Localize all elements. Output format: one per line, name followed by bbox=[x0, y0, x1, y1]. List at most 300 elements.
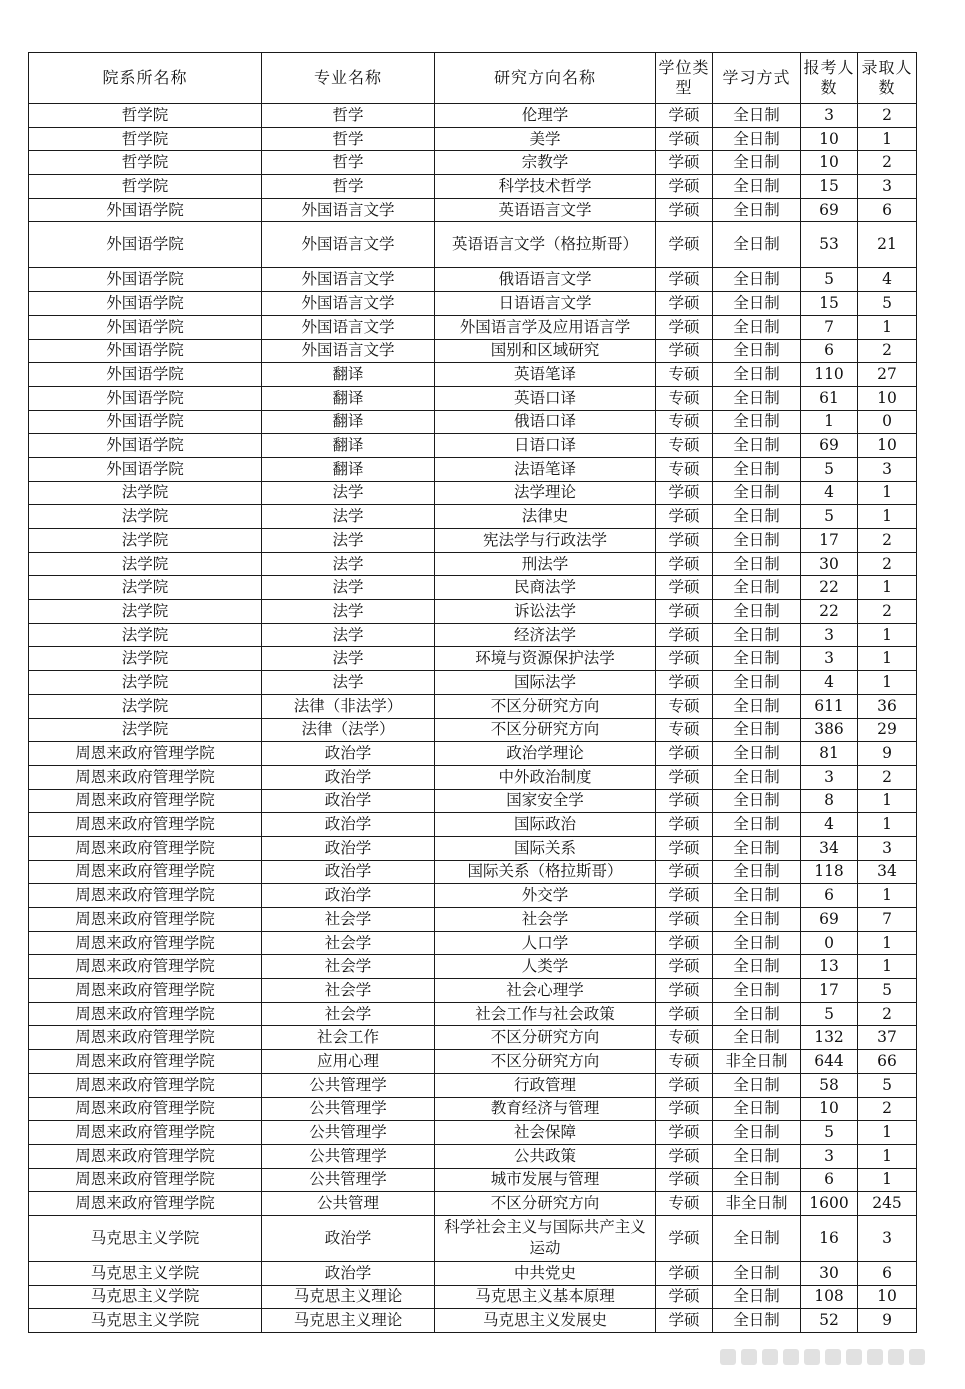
cell-admitted: 9 bbox=[858, 1309, 917, 1333]
cell-major: 社会学 bbox=[262, 955, 435, 979]
cell-admitted: 1 bbox=[858, 789, 917, 813]
cell-degree-type: 学硕 bbox=[656, 1215, 713, 1261]
cell-admitted: 9 bbox=[858, 742, 917, 766]
cell-research-direction: 伦理学 bbox=[435, 104, 656, 128]
cell-study-mode: 全日制 bbox=[713, 292, 801, 316]
cell-admitted: 1 bbox=[858, 1144, 917, 1168]
watermark-block-icon bbox=[909, 1349, 925, 1365]
cell-admitted: 37 bbox=[858, 1026, 917, 1050]
cell-research-direction: 马克思主义基本原理 bbox=[435, 1285, 656, 1309]
cell-degree-type: 学硕 bbox=[656, 1073, 713, 1097]
header-research-direction: 研究方向名称 bbox=[435, 53, 656, 104]
header-degree-type: 学位类型 bbox=[656, 53, 713, 104]
cell-department: 法学院 bbox=[29, 694, 262, 718]
table-row bbox=[29, 931, 917, 955]
table-row bbox=[29, 979, 917, 1003]
cell-department: 哲学院 bbox=[29, 104, 262, 128]
cell-applicants: 6 bbox=[801, 339, 858, 363]
cell-research-direction: 马克思主义发展史 bbox=[435, 1309, 656, 1333]
cell-admitted: 5 bbox=[858, 979, 917, 1003]
cell-admitted: 3 bbox=[858, 457, 917, 481]
cell-admitted: 1 bbox=[858, 315, 917, 339]
cell-study-mode: 全日制 bbox=[713, 434, 801, 458]
cell-admitted: 1 bbox=[858, 813, 917, 837]
cell-admitted: 3 bbox=[858, 175, 917, 199]
cell-major: 外国语言文学 bbox=[262, 315, 435, 339]
cell-department: 马克思主义学院 bbox=[29, 1215, 262, 1261]
cell-admitted: 1 bbox=[858, 884, 917, 908]
watermark-block-icon bbox=[783, 1349, 799, 1365]
header-department: 院系所名称 bbox=[29, 53, 262, 104]
cell-study-mode: 全日制 bbox=[713, 884, 801, 908]
cell-degree-type: 学硕 bbox=[656, 623, 713, 647]
cell-study-mode: 全日制 bbox=[713, 457, 801, 481]
cell-degree-type: 学硕 bbox=[656, 1002, 713, 1026]
cell-degree-type: 学硕 bbox=[656, 315, 713, 339]
cell-admitted: 1 bbox=[858, 481, 917, 505]
table-row bbox=[29, 104, 917, 128]
cell-major: 政治学 bbox=[262, 789, 435, 813]
cell-study-mode: 全日制 bbox=[713, 198, 801, 222]
cell-study-mode: 全日制 bbox=[713, 765, 801, 789]
cell-applicants: 1600 bbox=[801, 1192, 858, 1216]
cell-major: 政治学 bbox=[262, 836, 435, 860]
watermark bbox=[720, 1344, 925, 1370]
cell-study-mode: 全日制 bbox=[713, 222, 801, 268]
cell-admitted: 34 bbox=[858, 860, 917, 884]
cell-study-mode: 全日制 bbox=[713, 1215, 801, 1261]
cell-applicants: 3 bbox=[801, 104, 858, 128]
cell-major: 法学 bbox=[262, 505, 435, 529]
cell-department: 周恩来政府管理学院 bbox=[29, 1050, 262, 1074]
cell-admitted: 36 bbox=[858, 694, 917, 718]
cell-research-direction: 国家安全学 bbox=[435, 789, 656, 813]
cell-admitted: 4 bbox=[858, 268, 917, 292]
table-row bbox=[29, 600, 917, 624]
cell-study-mode: 全日制 bbox=[713, 908, 801, 932]
cell-department: 周恩来政府管理学院 bbox=[29, 979, 262, 1003]
cell-research-direction: 不区分研究方向 bbox=[435, 694, 656, 718]
cell-admitted: 1 bbox=[858, 647, 917, 671]
cell-applicants: 110 bbox=[801, 363, 858, 387]
cell-applicants: 81 bbox=[801, 742, 858, 766]
cell-study-mode: 全日制 bbox=[713, 789, 801, 813]
cell-research-direction: 俄语语言文学 bbox=[435, 268, 656, 292]
cell-degree-type: 学硕 bbox=[656, 813, 713, 837]
cell-degree-type: 学硕 bbox=[656, 339, 713, 363]
cell-applicants: 34 bbox=[801, 836, 858, 860]
cell-degree-type: 学硕 bbox=[656, 576, 713, 600]
cell-applicants: 30 bbox=[801, 1261, 858, 1285]
cell-research-direction: 日语口译 bbox=[435, 434, 656, 458]
cell-department: 外国语学院 bbox=[29, 268, 262, 292]
cell-department: 法学院 bbox=[29, 647, 262, 671]
cell-applicants: 5 bbox=[801, 505, 858, 529]
cell-department: 法学院 bbox=[29, 481, 262, 505]
cell-department: 外国语学院 bbox=[29, 386, 262, 410]
cell-department: 周恩来政府管理学院 bbox=[29, 1002, 262, 1026]
cell-research-direction: 法学理论 bbox=[435, 481, 656, 505]
cell-applicants: 4 bbox=[801, 481, 858, 505]
table-row bbox=[29, 694, 917, 718]
cell-research-direction: 不区分研究方向 bbox=[435, 1192, 656, 1216]
header-study-mode: 学习方式 bbox=[713, 53, 801, 104]
cell-admitted: 245 bbox=[858, 1192, 917, 1216]
cell-study-mode: 非全日制 bbox=[713, 1050, 801, 1074]
watermark-block-icon bbox=[846, 1349, 862, 1365]
watermark-block-icon bbox=[888, 1349, 904, 1365]
cell-research-direction: 国际关系（格拉斯哥） bbox=[435, 860, 656, 884]
cell-study-mode: 全日制 bbox=[713, 175, 801, 199]
table-row bbox=[29, 1026, 917, 1050]
cell-applicants: 3 bbox=[801, 623, 858, 647]
cell-applicants: 611 bbox=[801, 694, 858, 718]
cell-major: 哲学 bbox=[262, 175, 435, 199]
cell-major: 外国语言文学 bbox=[262, 268, 435, 292]
cell-department: 周恩来政府管理学院 bbox=[29, 931, 262, 955]
cell-major: 政治学 bbox=[262, 765, 435, 789]
cell-research-direction: 行政管理 bbox=[435, 1073, 656, 1097]
cell-research-direction: 社会保障 bbox=[435, 1121, 656, 1145]
cell-research-direction: 日语语言文学 bbox=[435, 292, 656, 316]
cell-research-direction: 英语口译 bbox=[435, 386, 656, 410]
cell-research-direction: 科学技术哲学 bbox=[435, 175, 656, 199]
cell-study-mode: 非全日制 bbox=[713, 1192, 801, 1216]
cell-applicants: 7 bbox=[801, 315, 858, 339]
cell-major: 法学 bbox=[262, 600, 435, 624]
table-row bbox=[29, 410, 917, 434]
cell-research-direction: 英语笔译 bbox=[435, 363, 656, 387]
table-row bbox=[29, 315, 917, 339]
cell-degree-type: 学硕 bbox=[656, 979, 713, 1003]
cell-research-direction: 公共政策 bbox=[435, 1144, 656, 1168]
cell-applicants: 17 bbox=[801, 529, 858, 553]
cell-applicants: 3 bbox=[801, 1144, 858, 1168]
cell-research-direction: 法律史 bbox=[435, 505, 656, 529]
table-row bbox=[29, 198, 917, 222]
cell-degree-type: 学硕 bbox=[656, 104, 713, 128]
table-row bbox=[29, 529, 917, 553]
cell-major: 公共管理学 bbox=[262, 1121, 435, 1145]
cell-degree-type: 学硕 bbox=[656, 481, 713, 505]
cell-department: 法学院 bbox=[29, 718, 262, 742]
cell-admitted: 2 bbox=[858, 529, 917, 553]
table-row bbox=[29, 1121, 917, 1145]
cell-department: 周恩来政府管理学院 bbox=[29, 1144, 262, 1168]
cell-study-mode: 全日制 bbox=[713, 104, 801, 128]
cell-department: 外国语学院 bbox=[29, 315, 262, 339]
cell-study-mode: 全日制 bbox=[713, 339, 801, 363]
cell-department: 周恩来政府管理学院 bbox=[29, 836, 262, 860]
cell-degree-type: 学硕 bbox=[656, 908, 713, 932]
cell-degree-type: 学硕 bbox=[656, 860, 713, 884]
cell-degree-type: 学硕 bbox=[656, 884, 713, 908]
cell-department: 法学院 bbox=[29, 623, 262, 647]
cell-department: 哲学院 bbox=[29, 151, 262, 175]
cell-study-mode: 全日制 bbox=[713, 576, 801, 600]
cell-degree-type: 学硕 bbox=[656, 127, 713, 151]
cell-study-mode: 全日制 bbox=[713, 1285, 801, 1309]
admissions-table-sheet bbox=[28, 52, 916, 1333]
cell-research-direction: 科学社会主义与国际共产主义运动 bbox=[435, 1215, 656, 1261]
cell-study-mode: 全日制 bbox=[713, 955, 801, 979]
cell-applicants: 52 bbox=[801, 1309, 858, 1333]
cell-department: 周恩来政府管理学院 bbox=[29, 1121, 262, 1145]
cell-admitted: 1 bbox=[858, 505, 917, 529]
cell-applicants: 386 bbox=[801, 718, 858, 742]
cell-admitted: 3 bbox=[858, 836, 917, 860]
cell-major: 哲学 bbox=[262, 151, 435, 175]
header-row bbox=[29, 53, 917, 104]
cell-study-mode: 全日制 bbox=[713, 481, 801, 505]
cell-study-mode: 全日制 bbox=[713, 127, 801, 151]
cell-degree-type: 学硕 bbox=[656, 836, 713, 860]
cell-degree-type: 学硕 bbox=[656, 1144, 713, 1168]
cell-applicants: 108 bbox=[801, 1285, 858, 1309]
cell-research-direction: 社会心理学 bbox=[435, 979, 656, 1003]
cell-study-mode: 全日制 bbox=[713, 1168, 801, 1192]
cell-major: 法学 bbox=[262, 576, 435, 600]
cell-department: 外国语学院 bbox=[29, 292, 262, 316]
cell-admitted: 6 bbox=[858, 198, 917, 222]
cell-major: 公共管理学 bbox=[262, 1144, 435, 1168]
cell-applicants: 0 bbox=[801, 931, 858, 955]
cell-major: 社会工作 bbox=[262, 1026, 435, 1050]
cell-degree-type: 专硕 bbox=[656, 1192, 713, 1216]
cell-department: 外国语学院 bbox=[29, 410, 262, 434]
table-row bbox=[29, 576, 917, 600]
cell-major: 外国语言文学 bbox=[262, 222, 435, 268]
cell-admitted: 1 bbox=[858, 1121, 917, 1145]
cell-applicants: 644 bbox=[801, 1050, 858, 1074]
cell-applicants: 3 bbox=[801, 765, 858, 789]
cell-degree-type: 学硕 bbox=[656, 198, 713, 222]
cell-research-direction: 不区分研究方向 bbox=[435, 1026, 656, 1050]
cell-major: 翻译 bbox=[262, 363, 435, 387]
cell-degree-type: 专硕 bbox=[656, 1026, 713, 1050]
cell-admitted: 1 bbox=[858, 1168, 917, 1192]
cell-research-direction: 英语语言文学 bbox=[435, 198, 656, 222]
cell-degree-type: 学硕 bbox=[656, 955, 713, 979]
cell-degree-type: 学硕 bbox=[656, 292, 713, 316]
cell-research-direction: 外交学 bbox=[435, 884, 656, 908]
cell-research-direction: 国别和区域研究 bbox=[435, 339, 656, 363]
cell-degree-type: 学硕 bbox=[656, 268, 713, 292]
cell-degree-type: 学硕 bbox=[656, 1261, 713, 1285]
cell-admitted: 0 bbox=[858, 410, 917, 434]
cell-applicants: 69 bbox=[801, 434, 858, 458]
cell-study-mode: 全日制 bbox=[713, 505, 801, 529]
cell-degree-type: 专硕 bbox=[656, 386, 713, 410]
cell-department: 周恩来政府管理学院 bbox=[29, 789, 262, 813]
cell-research-direction: 民商法学 bbox=[435, 576, 656, 600]
table-row bbox=[29, 363, 917, 387]
cell-research-direction: 人类学 bbox=[435, 955, 656, 979]
cell-admitted: 2 bbox=[858, 1097, 917, 1121]
cell-major: 法学 bbox=[262, 647, 435, 671]
cell-degree-type: 学硕 bbox=[656, 505, 713, 529]
cell-applicants: 8 bbox=[801, 789, 858, 813]
cell-applicants: 5 bbox=[801, 457, 858, 481]
table-body bbox=[29, 104, 917, 1333]
cell-major: 哲学 bbox=[262, 127, 435, 151]
cell-department: 外国语学院 bbox=[29, 198, 262, 222]
table-row bbox=[29, 292, 917, 316]
cell-research-direction: 社会学 bbox=[435, 908, 656, 932]
table-row bbox=[29, 1261, 917, 1285]
cell-department: 法学院 bbox=[29, 505, 262, 529]
cell-research-direction: 政治学理论 bbox=[435, 742, 656, 766]
cell-research-direction: 中共党史 bbox=[435, 1261, 656, 1285]
cell-major: 社会学 bbox=[262, 1002, 435, 1026]
cell-study-mode: 全日制 bbox=[713, 600, 801, 624]
cell-department: 外国语学院 bbox=[29, 434, 262, 458]
cell-applicants: 118 bbox=[801, 860, 858, 884]
table-row bbox=[29, 175, 917, 199]
table-row bbox=[29, 505, 917, 529]
cell-admitted: 5 bbox=[858, 1073, 917, 1097]
cell-department: 马克思主义学院 bbox=[29, 1261, 262, 1285]
cell-degree-type: 学硕 bbox=[656, 222, 713, 268]
cell-applicants: 69 bbox=[801, 908, 858, 932]
cell-admitted: 2 bbox=[858, 765, 917, 789]
cell-research-direction: 经济法学 bbox=[435, 623, 656, 647]
cell-major: 翻译 bbox=[262, 457, 435, 481]
cell-department: 周恩来政府管理学院 bbox=[29, 742, 262, 766]
cell-applicants: 3 bbox=[801, 647, 858, 671]
cell-study-mode: 全日制 bbox=[713, 742, 801, 766]
cell-study-mode: 全日制 bbox=[713, 1309, 801, 1333]
cell-major: 翻译 bbox=[262, 434, 435, 458]
cell-applicants: 61 bbox=[801, 386, 858, 410]
cell-study-mode: 全日制 bbox=[713, 623, 801, 647]
cell-applicants: 4 bbox=[801, 813, 858, 837]
cell-major: 法律（法学） bbox=[262, 718, 435, 742]
table-row bbox=[29, 339, 917, 363]
cell-admitted: 7 bbox=[858, 908, 917, 932]
table-row bbox=[29, 1073, 917, 1097]
cell-admitted: 5 bbox=[858, 292, 917, 316]
table-row bbox=[29, 789, 917, 813]
cell-applicants: 22 bbox=[801, 600, 858, 624]
table-row bbox=[29, 1309, 917, 1333]
table-row bbox=[29, 268, 917, 292]
cell-applicants: 58 bbox=[801, 1073, 858, 1097]
cell-department: 周恩来政府管理学院 bbox=[29, 884, 262, 908]
cell-study-mode: 全日制 bbox=[713, 1002, 801, 1026]
cell-department: 周恩来政府管理学院 bbox=[29, 860, 262, 884]
cell-department: 周恩来政府管理学院 bbox=[29, 1097, 262, 1121]
cell-degree-type: 学硕 bbox=[656, 1285, 713, 1309]
table-row bbox=[29, 860, 917, 884]
cell-degree-type: 学硕 bbox=[656, 151, 713, 175]
table-row bbox=[29, 1002, 917, 1026]
cell-admitted: 1 bbox=[858, 955, 917, 979]
table-row bbox=[29, 718, 917, 742]
cell-admitted: 1 bbox=[858, 623, 917, 647]
table-row bbox=[29, 742, 917, 766]
cell-major: 社会学 bbox=[262, 908, 435, 932]
table-row bbox=[29, 836, 917, 860]
cell-study-mode: 全日制 bbox=[713, 671, 801, 695]
table-row bbox=[29, 222, 917, 268]
cell-applicants: 132 bbox=[801, 1026, 858, 1050]
cell-major: 外国语言文学 bbox=[262, 339, 435, 363]
cell-major: 政治学 bbox=[262, 884, 435, 908]
cell-research-direction: 社会工作与社会政策 bbox=[435, 1002, 656, 1026]
table-row bbox=[29, 457, 917, 481]
cell-degree-type: 学硕 bbox=[656, 789, 713, 813]
cell-research-direction: 法语笔译 bbox=[435, 457, 656, 481]
header-applicants: 报考人数 bbox=[801, 53, 858, 104]
cell-department: 法学院 bbox=[29, 671, 262, 695]
cell-major: 外国语言文学 bbox=[262, 198, 435, 222]
cell-degree-type: 学硕 bbox=[656, 931, 713, 955]
cell-study-mode: 全日制 bbox=[713, 1026, 801, 1050]
table-row bbox=[29, 434, 917, 458]
header-admitted: 录取人数 bbox=[858, 53, 917, 104]
table-row bbox=[29, 1168, 917, 1192]
cell-department: 周恩来政府管理学院 bbox=[29, 1168, 262, 1192]
cell-study-mode: 全日制 bbox=[713, 363, 801, 387]
cell-admitted: 10 bbox=[858, 386, 917, 410]
cell-study-mode: 全日制 bbox=[713, 529, 801, 553]
cell-department: 外国语学院 bbox=[29, 363, 262, 387]
cell-major: 政治学 bbox=[262, 813, 435, 837]
cell-major: 法学 bbox=[262, 481, 435, 505]
cell-admitted: 10 bbox=[858, 1285, 917, 1309]
cell-major: 社会学 bbox=[262, 979, 435, 1003]
cell-department: 外国语学院 bbox=[29, 339, 262, 363]
cell-research-direction: 外国语言学及应用语言学 bbox=[435, 315, 656, 339]
cell-study-mode: 全日制 bbox=[713, 552, 801, 576]
watermark-block-icon bbox=[720, 1349, 736, 1365]
cell-admitted: 2 bbox=[858, 151, 917, 175]
table-row bbox=[29, 908, 917, 932]
cell-study-mode: 全日制 bbox=[713, 268, 801, 292]
cell-applicants: 10 bbox=[801, 151, 858, 175]
cell-major: 政治学 bbox=[262, 1215, 435, 1261]
watermark-block-icon bbox=[825, 1349, 841, 1365]
cell-degree-type: 专硕 bbox=[656, 363, 713, 387]
cell-research-direction: 人口学 bbox=[435, 931, 656, 955]
cell-research-direction: 英语语言文学（格拉斯哥） bbox=[435, 222, 656, 268]
cell-major: 法学 bbox=[262, 552, 435, 576]
cell-applicants: 15 bbox=[801, 292, 858, 316]
cell-admitted: 66 bbox=[858, 1050, 917, 1074]
cell-major: 马克思主义理论 bbox=[262, 1285, 435, 1309]
table-row bbox=[29, 127, 917, 151]
cell-applicants: 5 bbox=[801, 1121, 858, 1145]
cell-applicants: 4 bbox=[801, 671, 858, 695]
cell-research-direction: 宪法学与行政法学 bbox=[435, 529, 656, 553]
cell-study-mode: 全日制 bbox=[713, 694, 801, 718]
table-row bbox=[29, 647, 917, 671]
cell-study-mode: 全日制 bbox=[713, 718, 801, 742]
cell-degree-type: 学硕 bbox=[656, 765, 713, 789]
cell-degree-type: 学硕 bbox=[656, 1097, 713, 1121]
cell-research-direction: 俄语口译 bbox=[435, 410, 656, 434]
cell-major: 公共管理学 bbox=[262, 1073, 435, 1097]
cell-study-mode: 全日制 bbox=[713, 1121, 801, 1145]
cell-study-mode: 全日制 bbox=[713, 1261, 801, 1285]
cell-admitted: 10 bbox=[858, 434, 917, 458]
cell-degree-type: 学硕 bbox=[656, 1168, 713, 1192]
cell-applicants: 16 bbox=[801, 1215, 858, 1261]
cell-degree-type: 学硕 bbox=[656, 529, 713, 553]
cell-major: 公共管理学 bbox=[262, 1097, 435, 1121]
cell-admitted: 2 bbox=[858, 1002, 917, 1026]
